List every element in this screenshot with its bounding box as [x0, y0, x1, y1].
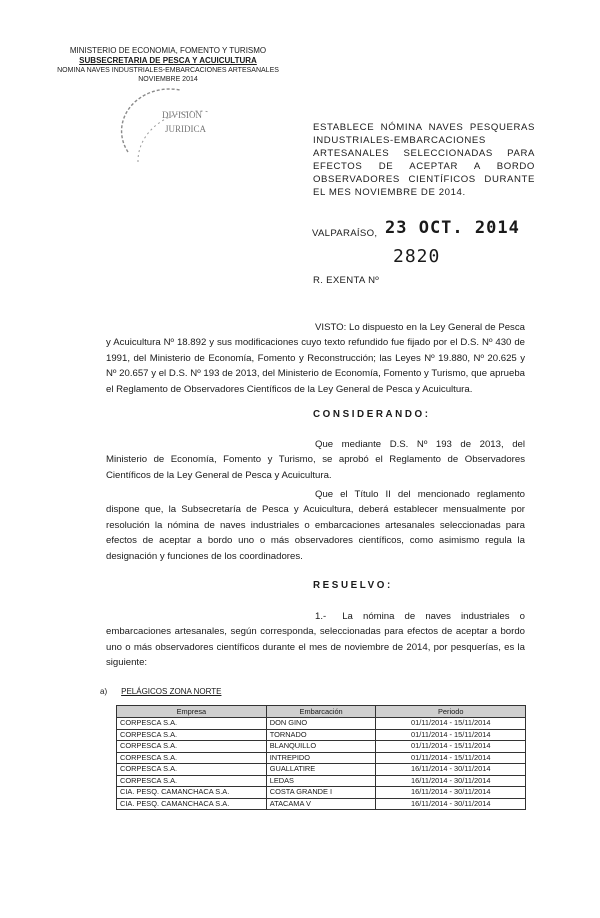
- document-reference: NOMINA NAVES INDUSTRIALES-EMBARCACIONES ARTESANALES: [57, 67, 279, 74]
- cell-periodo: 01/11/2014 - 15/11/2014: [376, 752, 526, 764]
- cell-periodo: 16/11/2014 - 30/11/2014: [376, 764, 526, 776]
- cell-embarcacion: TORNADO: [266, 729, 376, 741]
- visto-paragraph: VISTO: Lo dispuesto en la Ley General de Pesca y Acuicultura Nº 18.892 y sus modificaciones cuyo texto refundido fue fijado por el D.S. Nº 430 de 1991, del Ministerio de Economía, Fomento y Reconstrucción; las Leyes Nº 19.880, Nº 20.625 y Nº 20.657 y el D.S. Nº 193 de 2013, del Ministerio de Economía, Fomento y Turismo, que aprueba el Reglamento de Observadores Científicos de la Ley General de Pesca y Acuicultura.: [106, 322, 525, 395]
- ministry-name: MINISTERIO DE ECONOMIA, FOMENTO Y TURISMO: [69, 46, 267, 55]
- table-row: [117, 775, 526, 787]
- stamp-line-1: DIVISION: [162, 110, 202, 120]
- place-label: VALPARAÍSO,: [312, 228, 378, 239]
- considerando-heading: CONSIDERANDO:: [313, 409, 431, 420]
- subsecretaria-name: SUBSECRETARIA DE PESCA Y ACUICULTURA: [79, 56, 257, 65]
- table-header-row: [117, 706, 526, 718]
- stamp-line-2: JURIDICA: [165, 124, 207, 134]
- document-month: NOVIEMBRE 2014: [138, 76, 198, 83]
- table-row: [117, 798, 526, 810]
- cell-empresa: CIA. PESQ. CAMANCHACA S.A.: [117, 798, 267, 810]
- considerando-paragraph-2: Que el Título II del mencionado reglamento dispone que, la Subsecretaría de Pesca y Acuicultura, deberá establecer mensualmente por resolución la nómina de naves industriales o embarcaciones artesanales seleccionadas para efectos de aceptar a bordo uno o más observadores científicos, como asimismo regula la designación y funciones de los coordinadores.: [106, 489, 525, 562]
- cell-empresa: CORPESCA S.A.: [117, 729, 267, 741]
- cell-empresa: CORPESCA S.A.: [117, 741, 267, 753]
- cell-embarcacion: GUALLATIRE: [266, 764, 376, 776]
- cell-periodo: 01/11/2014 - 15/11/2014: [376, 718, 526, 730]
- cell-embarcacion: COSTA GRANDE I: [266, 787, 376, 799]
- cell-empresa: CORPESCA S.A.: [117, 718, 267, 730]
- cell-periodo: 01/11/2014 - 15/11/2014: [376, 741, 526, 753]
- cell-empresa: CORPESCA S.A.: [117, 764, 267, 776]
- section-a-title: PELÁGICOS ZONA NORTE: [121, 687, 222, 696]
- table-row: [117, 741, 526, 753]
- cell-periodo: 01/11/2014 - 15/11/2014: [376, 729, 526, 741]
- section-a-letter: a): [100, 687, 108, 696]
- cell-empresa: CORPESCA S.A.: [117, 752, 267, 764]
- cell-embarcacion: ATACAMA V: [266, 798, 376, 810]
- resuelvo-paragraph-1: [106, 609, 525, 671]
- cell-embarcacion: DON GINO: [266, 718, 376, 730]
- stamp-seal-icon: [110, 82, 230, 167]
- cell-empresa: CIA. PESQ. CAMANCHACA S.A.: [117, 787, 267, 799]
- table-row: [117, 787, 526, 799]
- resolution-title: ESTABLECE NÓMINA NAVES PESQUERAS INDUSTRIALES-EMBARCACIONES ARTESANALES SELECCIONADAS PARA EFECTOS DE ACEPTAR A BORDO OBSERVADORES CIENTÍFICOS DURANTE EL MES NOVIEMBRE DE 2014.: [313, 122, 535, 198]
- resolution-number: 2820: [393, 246, 441, 267]
- resolution-date: 23 OCT. 2014: [385, 218, 520, 238]
- cell-empresa: CORPESCA S.A.: [117, 775, 267, 787]
- table-row: [117, 729, 526, 741]
- cell-embarcacion: BLANQUILLO: [266, 741, 376, 753]
- resuelvo-item-number: 1.-: [315, 611, 327, 622]
- table-row: [117, 764, 526, 776]
- header-periodo: Periodo: [376, 706, 526, 718]
- resuelvo-item-text: La nómina de naves industriales o embarcaciones artesanales, según corresponda, seleccionadas para efectos de aceptar a bordo uno o más observadores científicos durante el mes de noviembre de 2014, por pesquerías, es la siguiente:: [106, 611, 525, 669]
- division-juridica-stamp: [110, 82, 230, 167]
- header-embarcacion: Embarcación: [266, 706, 376, 718]
- table-row: [117, 718, 526, 730]
- cell-periodo: 16/11/2014 - 30/11/2014: [376, 775, 526, 787]
- table-row: [117, 752, 526, 764]
- resuelvo-heading: RESUELVO:: [313, 580, 393, 591]
- cell-embarcacion: INTREPIDO: [266, 752, 376, 764]
- cell-periodo: 16/11/2014 - 30/11/2014: [376, 798, 526, 810]
- exenta-label: R. EXENTA Nº: [313, 275, 380, 286]
- vessel-table: [116, 705, 526, 810]
- cell-periodo: 16/11/2014 - 30/11/2014: [376, 787, 526, 799]
- considerando-paragraph-1: Que mediante D.S. Nº 193 de 2013, del Ministerio de Economía, Fomento y Turismo, se aprobó el Reglamento de Observadores Científicos de la Ley General de Pesca y Acuicultura.: [106, 439, 525, 481]
- header-empresa: Empresa: [117, 706, 267, 718]
- cell-embarcacion: LEDAS: [266, 775, 376, 787]
- section-a-label: [100, 687, 221, 696]
